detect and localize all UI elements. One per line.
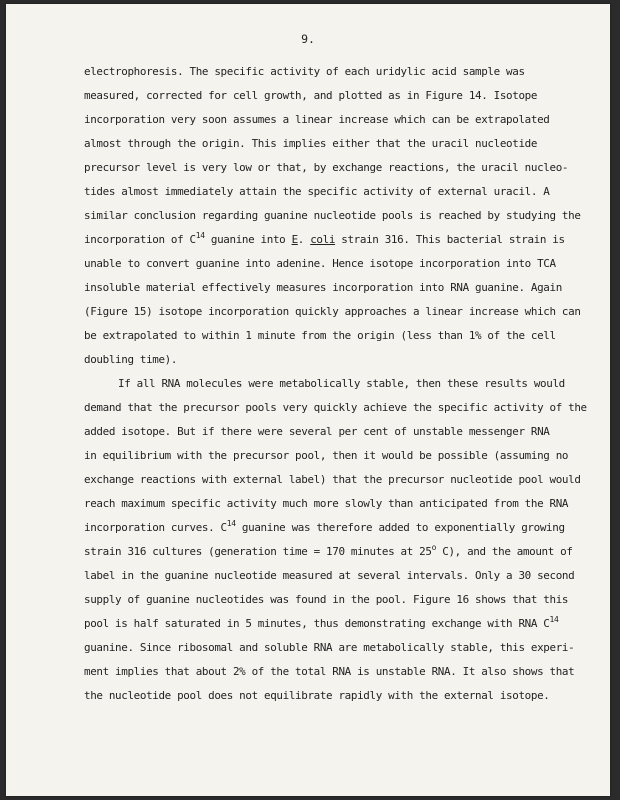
text-run: .	[297, 233, 311, 246]
text-line: the nucleotide pool does not equilibrate rapidly with the external isotope.	[84, 689, 550, 702]
text-line: If all RNA molecules were metabolically stable, then these results would	[118, 377, 565, 390]
text-run: C), and the amount of	[436, 545, 573, 558]
text-run: guanine into	[204, 233, 292, 246]
superscript: 14	[195, 231, 205, 240]
superscript: 14	[226, 519, 236, 528]
page-number: 9.	[301, 32, 315, 46]
text-line: similar conclusion regarding guanine nucleotide pools is reached by studying the	[84, 209, 581, 222]
text-line: (Figure 15) isotope incorporation quickly approaches a linear increase which can	[84, 305, 581, 318]
superscript: o	[431, 543, 437, 552]
text-line: tides almost immediately attain the specific activity of external uracil. A	[84, 185, 550, 198]
superscript: 14	[549, 615, 559, 624]
text-run: strain 316 cultures (generation time = 170 minutes at 25	[84, 545, 432, 558]
text-line: demand that the precursor pools very quickly achieve the specific activity of the	[84, 401, 587, 414]
text-line: doubling time).	[84, 353, 178, 366]
text-run: incorporation curves. C	[84, 521, 227, 534]
text-line: insoluble material effectively measures incorporation into RNA guanine. Again	[84, 281, 562, 294]
text-line: ment implies that about 2% of the total RNA is unstable RNA. It also shows that	[84, 665, 575, 678]
text-line: in equilibrium with the precursor pool, then it would be possible (assuming no	[84, 449, 569, 462]
text-run: guanine was therefore added to exponentially growing	[235, 521, 565, 534]
text-line: be extrapolated to within 1 minute from the origin (less than 1% of the cell	[84, 329, 556, 342]
text-line: precursor level is very low or that, by exchange reactions, the uracil nucleo-	[84, 161, 569, 174]
text-line: incorporation very soon assumes a linear increase which can be extrapolated	[84, 113, 550, 126]
species-name: coli	[310, 233, 336, 246]
text-line: measured, corrected for cell growth, and plotted as in Figure 14. Isotope	[84, 89, 538, 102]
text-line: unable to convert guanine into adenine. Hence isotope incorporation into TCA	[84, 257, 556, 270]
text-line: label in the guanine nucleotide measured at several intervals. Only a 30 second	[84, 569, 575, 582]
text-line	[84, 617, 558, 630]
text-line	[84, 521, 565, 534]
text-line: supply of guanine nucleotides was found in the pool. Figure 16 shows that this	[84, 593, 569, 606]
species-genus: E	[291, 233, 298, 246]
text-run: incorporation of C	[84, 233, 196, 246]
text-line	[84, 545, 573, 558]
text-run: pool is half saturated in 5 minutes, thus demonstrating exchange with RNA C	[84, 617, 550, 630]
text-line	[84, 233, 565, 246]
text-line: almost through the origin. This implies either that the uracil nucleotide	[84, 137, 538, 150]
text-line: exchange reactions with external label) that the precursor nucleotide pool would	[84, 473, 581, 486]
text-line: electrophoresis. The specific activity of each uridylic acid sample was	[84, 65, 525, 78]
text-line: guanine. Since ribosomal and soluble RNA are metabolically stable, this experi-	[84, 641, 575, 654]
document-page	[6, 4, 610, 796]
text-line: reach maximum specific activity much more slowly than anticipated from the RNA	[84, 497, 569, 510]
text-line: added isotope. But if there were several per cent of unstable messenger RNA	[84, 425, 550, 438]
text-run: strain 316. This bacterial strain is	[335, 233, 565, 246]
